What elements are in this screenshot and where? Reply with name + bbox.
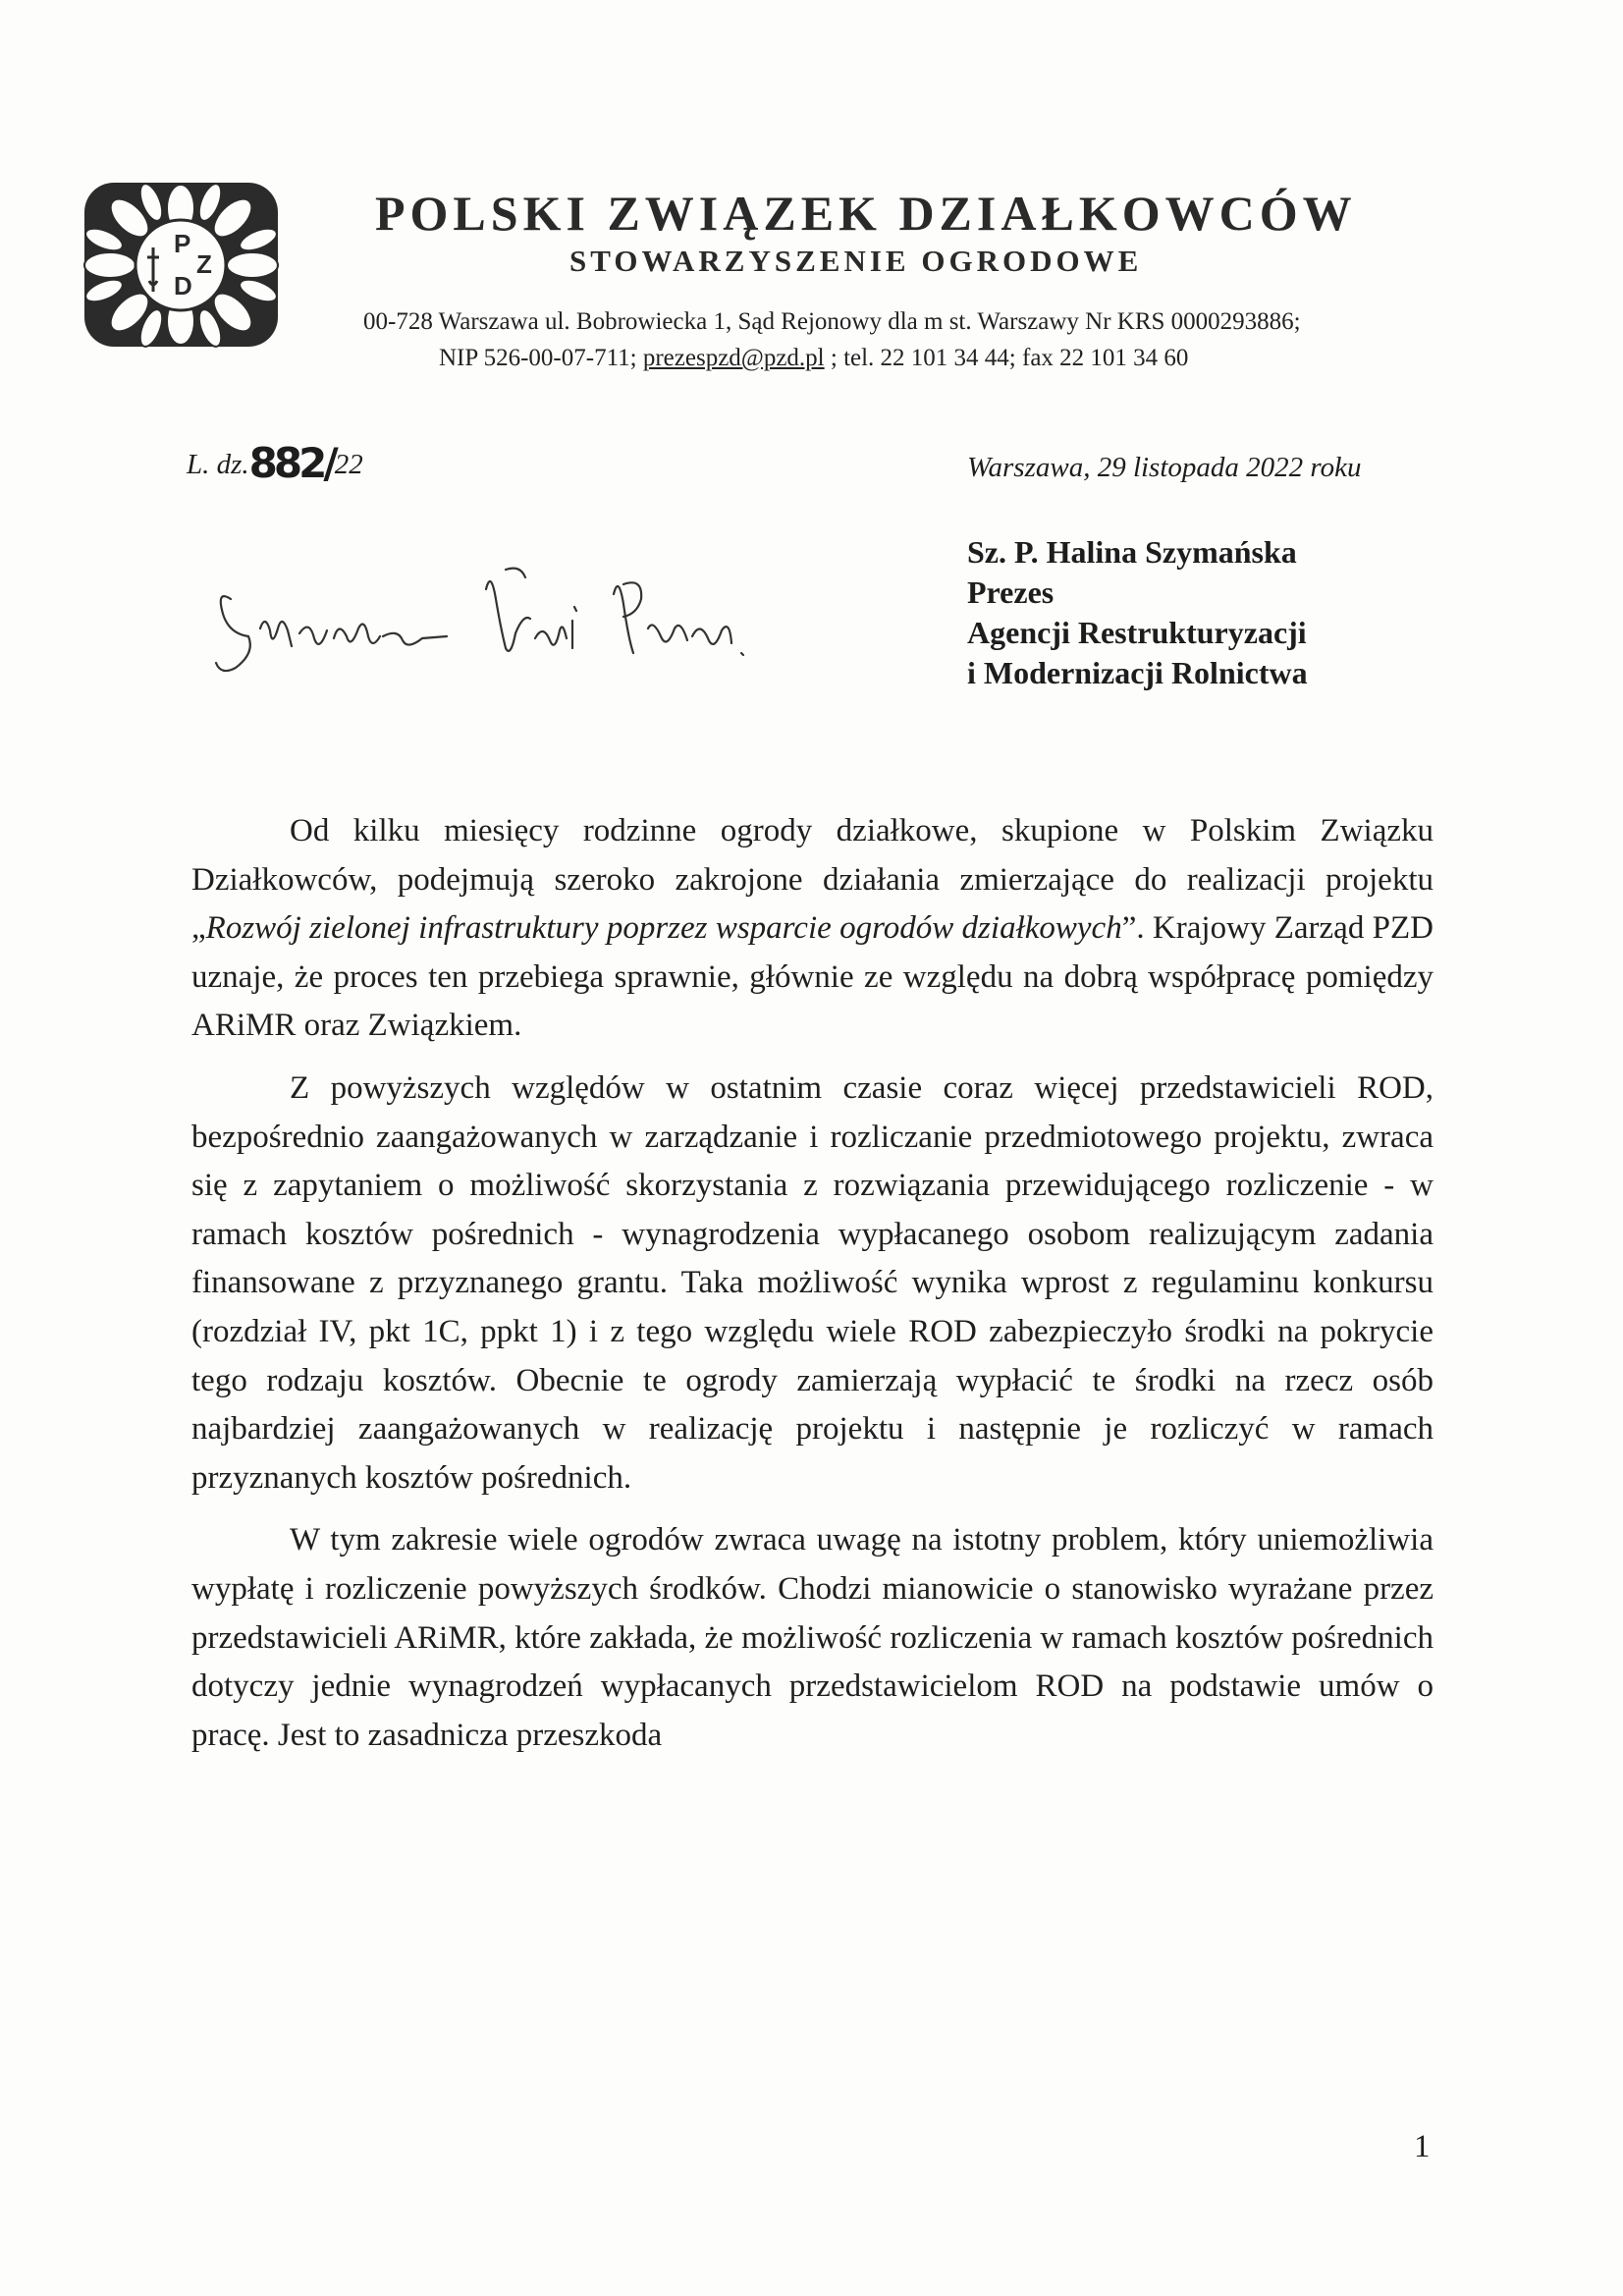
address-line-1: 00-728 Warszawa ul. Bobrowiecka 1, Sąd Rejonowy dla m st. Warszawy Nr KRS 0000293886;	[363, 308, 1301, 335]
recipient-institution-line-2: i Modernizacji Rolnictwa	[967, 655, 1308, 690]
paragraph-3: W tym zakresie wiele ogrodów zwraca uwagę na istotny problem, który uniemożliwia wypłatę i rozliczenie powyższych środków. Chodzi mianowicie o stanowisko wyrażane przez przedstawicieli ARiMR, które zakłada, że możliwość rozliczenia w ramach kosztów pośrednich dotyczy jednie wynagrodzeń wypłacanych przedstawicielom ROD na podstawie umów o pracę. Jest to zasadnicza przeszkoda	[191, 1522, 1434, 1753]
paragraph-2: Z powyższych względów w ostatnim czasie coraz więcej przedstawicieli ROD, bezpośrednio zaangażowanych w zarządzanie i rozliczanie przedmiotowego projektu, zwraca się z zapytaniem o możliwość skorzystania z rozwiązania przewidującego rozliczenie - w ramach kosztów pośrednich - wynagrodzenia wypłacanego osobom realizującym zadania finansowane z przyznanego grantu. Taka możliwość wynika wprost z regulaminu konkursu (rozdział IV, pkt 1C, ppkt 1) i z tego względu wiele ROD zabezpieczyło środki na pokrycie tego rodzaju kosztów. Obecnie te ogrody zamierzają wypłacić te środki na rzecz osób najbardziej zaangażowanych w realizację projektu i następnie je rozliczyć w ramach przyznanych kosztów pośrednich.	[191, 1069, 1434, 1496]
reference-number	[187, 439, 363, 487]
contact-phone-fax: ; tel. 22 101 34 44; fax 22 101 34 60	[824, 345, 1189, 371]
page-number: 1	[1414, 2129, 1431, 2164]
pzd-logo	[81, 179, 282, 351]
letter-body	[191, 807, 1434, 1774]
reference-handwritten-number: 882/	[248, 439, 335, 487]
recipient-name: Sz. P. Halina Szymańska	[967, 534, 1297, 570]
recipient-title: Prezes	[967, 574, 1055, 610]
paragraph-1-part-b: ”. Krajowy Zarząd PZD uznaje, że proces ten przebiega sprawnie, głównie ze względu na dobrą współpracę pomiędzy ARiMR oraz Związkiem.	[191, 910, 1434, 1044]
letter-date: Warszawa, 29 listopada 2022 roku	[967, 452, 1362, 483]
svg-text:Z: Z	[196, 249, 212, 279]
recipient-block	[967, 532, 1308, 693]
address-line-2	[439, 345, 1539, 372]
organization-name: POLSKI ZWIĄZEK DZIAŁKOWCÓW	[375, 186, 1357, 241]
paragraph-1	[191, 807, 1434, 1051]
organization-subtitle: STOWARZYSZENIE OGRODOWE	[569, 244, 1143, 278]
email-link[interactable]: prezespzd@pzd.pl	[642, 345, 825, 371]
paragraph-1-part-a: Od kilku miesięcy rodzinne ogrody działkowe, skupione w Polskim Związku Działkowców, podejmują szeroko zakrojone działania zmierzające do realizacji projektu „	[191, 813, 1434, 947]
recipient-institution-line-1: Agencji Restrukturyzacji	[967, 615, 1307, 650]
reference-suffix: 22	[334, 449, 363, 480]
handwritten-salutation	[211, 560, 800, 697]
nip-text: NIP 526-00-07-711;	[439, 345, 643, 371]
reference-prefix: L. dz.	[187, 449, 249, 480]
project-title: Rozwój zielonej infrastruktury poprzez wsparcie ogrodów działkowych	[205, 910, 1122, 947]
svg-text:P: P	[174, 229, 191, 258]
svg-text:D: D	[174, 271, 192, 301]
